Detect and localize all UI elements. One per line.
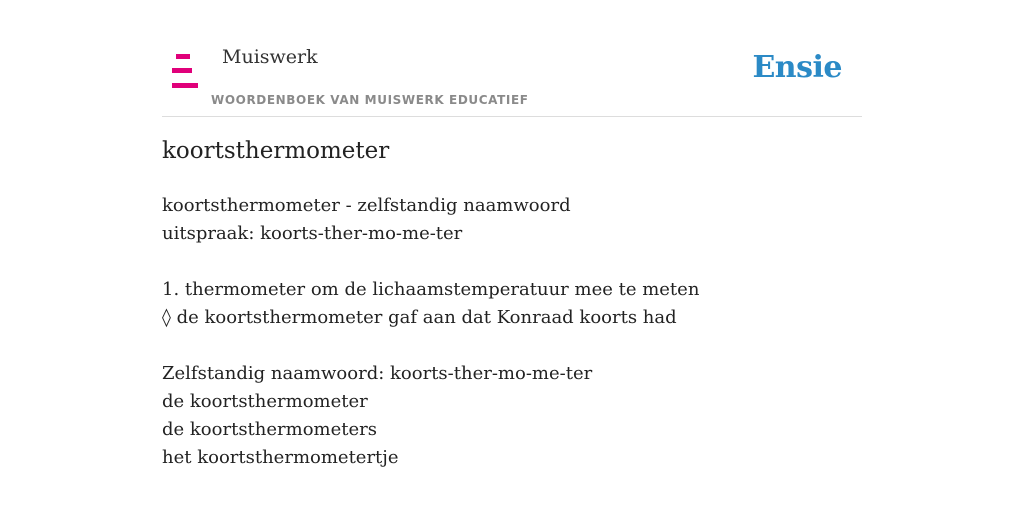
spacer xyxy=(162,248,862,276)
site-header xyxy=(162,0,862,117)
muiswerk-logo-icon[interactable] xyxy=(172,54,200,88)
grammar-heading: Zelfstandig naamwoord: koorts-ther-mo-me-ter xyxy=(162,363,593,384)
entry-pronunciation: uitspraak: koorts-ther-mo-me-ter xyxy=(162,223,463,244)
entry-example: ◊ de koortsthermometer gaf aan dat Konraad koorts had xyxy=(162,307,677,328)
entry-definition: 1. thermometer om de lichaamstemperatuur mee te meten xyxy=(162,279,700,300)
diminutive-form: het koortsthermometertje xyxy=(162,447,399,468)
site-name-link[interactable]: Muiswerk xyxy=(222,46,318,68)
page-title: koortsthermometer xyxy=(162,138,390,164)
plural-form: de koortsthermometers xyxy=(162,419,377,440)
dictionary-entry xyxy=(162,192,862,472)
entry-headline: koortsthermometer - zelfstandig naamwoord xyxy=(162,195,571,216)
ensie-logo-link[interactable]: Ensie xyxy=(752,50,842,85)
spacer xyxy=(162,332,862,360)
site-subtitle: WOORDENBOEK VAN MUISWERK EDUCATIEF xyxy=(211,93,529,107)
singular-form: de koortsthermometer xyxy=(162,391,368,412)
